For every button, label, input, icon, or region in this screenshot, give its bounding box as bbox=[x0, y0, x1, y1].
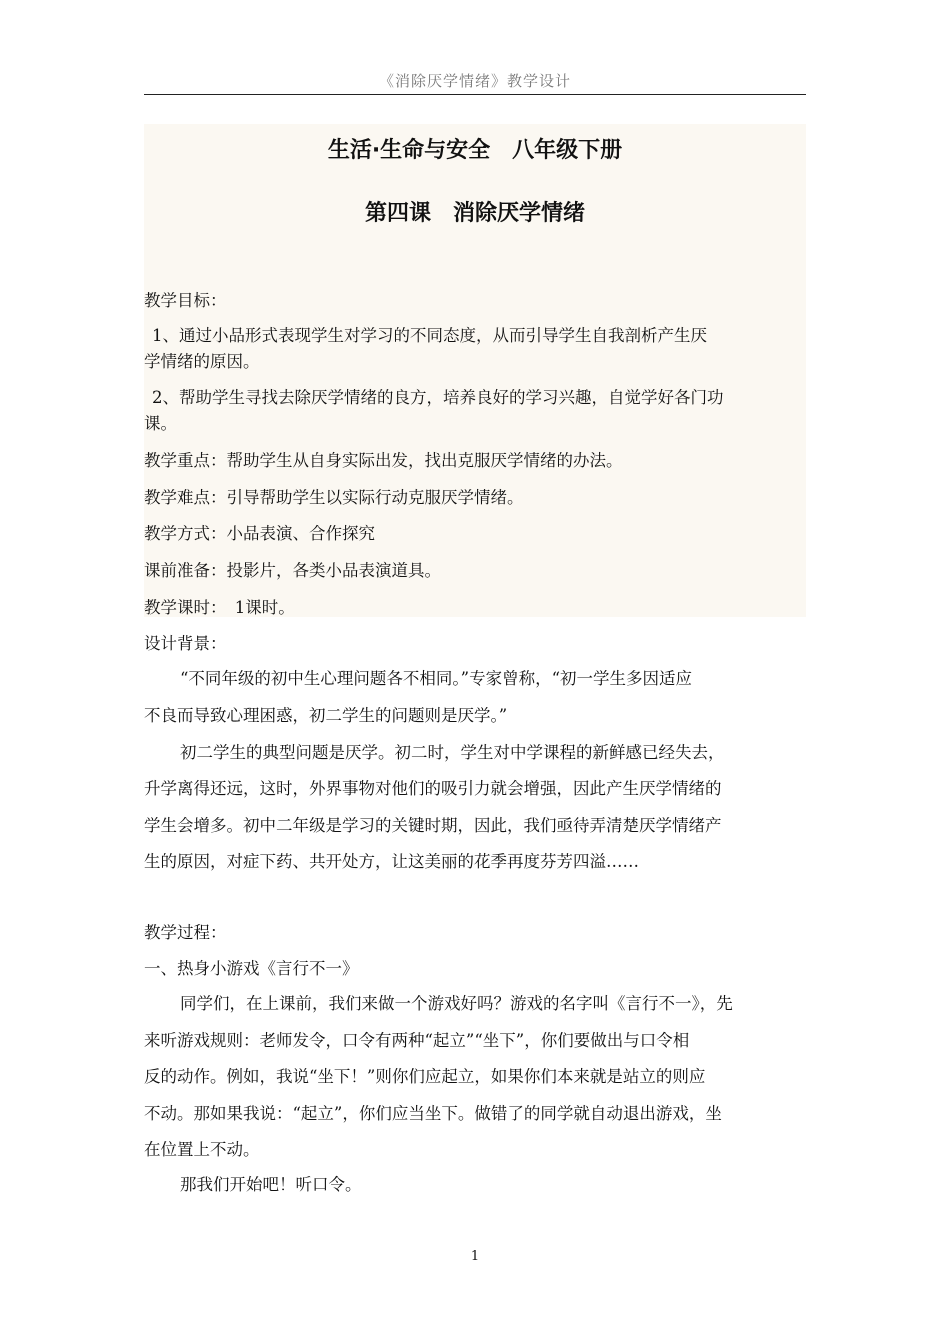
background-p1-line-1: “不同年级的初中生心理问题各不相同。”专家曾称，“初一学生多因适应 bbox=[180, 669, 693, 688]
objective-1-line-1: 1、通过小品形式表现学生对学习的不同态度，从而引导学生自我剖析产生厌 bbox=[152, 326, 707, 345]
course-title: 生活·生命与安全 八年级下册 bbox=[327, 138, 623, 163]
running-header: 《消除厌学情绪》教学设计 bbox=[378, 72, 571, 90]
background-p2-line-4: 生的原因，对症下药、共开处方，让这美丽的花季再度芬芳四溢…… bbox=[144, 852, 639, 871]
objectives-label: 教学目标： bbox=[144, 291, 227, 310]
process-p1-line-1: 同学们，在上课前，我们来做一个游戏好吗？游戏的名字叫《言行不一》，先 bbox=[180, 994, 733, 1013]
key-point: 教学重点：帮助学生从自身实际出发，找出克服厌学情绪的办法。 bbox=[144, 451, 623, 470]
header-rule bbox=[144, 94, 806, 95]
teaching-method: 教学方式：小品表演、合作探究 bbox=[144, 524, 375, 543]
background-p1-line-2: 不良而导致心理困惑，初二学生的问题则是厌学。” bbox=[144, 706, 508, 725]
background-p2-line-1: 初二学生的典型问题是厌学。初二时，学生对中学课程的新鲜感已经失去， bbox=[180, 743, 725, 762]
objective-2-line-2: 课。 bbox=[144, 414, 177, 433]
process-p2: 那我们开始吧！听口令。 bbox=[180, 1175, 362, 1194]
process-p1-line-2: 来听游戏规则：老师发令，口令有两种“起立”“坐下”，你们要做出与口令相 bbox=[144, 1031, 690, 1050]
process-p1-line-4: 不动。那如果我说：“起立”，你们应当坐下。做错了的同学就自动退出游戏，坐 bbox=[144, 1104, 722, 1123]
process-p1-line-3: 反的动作。例如，我说“坐下！”则你们应起立，如果你们本来就是站立的则应 bbox=[144, 1067, 706, 1086]
background-p2-line-3: 学生会增多。初中二年级是学习的关键时期，因此，我们亟待弄清楚厌学情绪产 bbox=[144, 816, 722, 835]
page-number: 1 bbox=[470, 1249, 480, 1264]
preparation: 课前准备：投影片，各类小品表演道具。 bbox=[144, 561, 441, 580]
objective-1-line-2: 学情绪的原因。 bbox=[144, 352, 260, 371]
difficulty: 教学难点：引导帮助学生以实际行动克服厌学情绪。 bbox=[144, 488, 524, 507]
lesson-title: 第四课 消除厌学情绪 bbox=[364, 201, 585, 226]
process-p1-line-5: 在位置上不动。 bbox=[144, 1140, 260, 1159]
objective-2-line-1: 2、帮助学生寻找去除厌学情绪的良方，培养良好的学习兴趣，自觉学好各门功 bbox=[152, 388, 724, 407]
duration: 教学课时： 1课时。 bbox=[144, 598, 295, 617]
background-p2-line-2: 升学离得还远，这时，外界事物对他们的吸引力就会增强，因此产生厌学情绪的 bbox=[144, 779, 722, 798]
background-label: 设计背景： bbox=[144, 634, 227, 653]
section-1-heading: 一、热身小游戏《言行不一》 bbox=[144, 959, 359, 978]
process-label: 教学过程： bbox=[144, 923, 227, 942]
